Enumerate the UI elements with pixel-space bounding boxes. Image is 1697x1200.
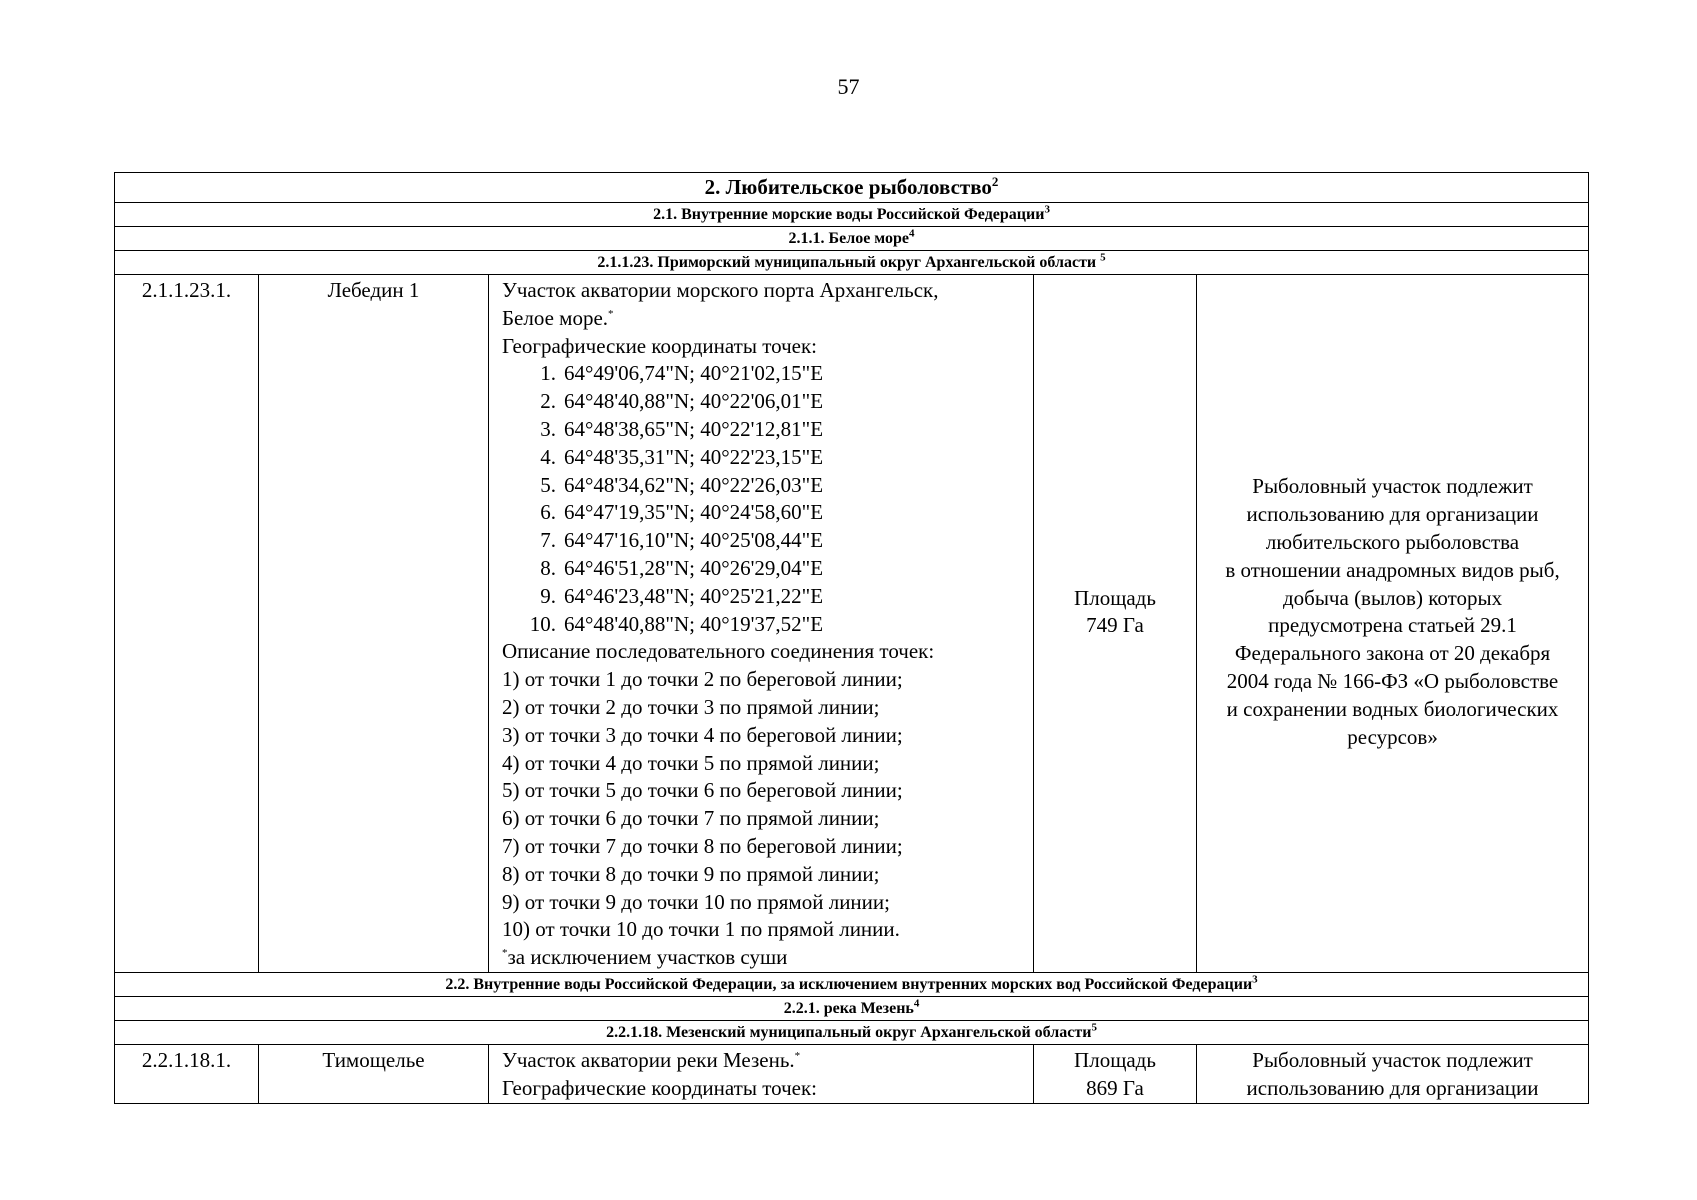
coord-number: 6. <box>540 500 556 525</box>
subsection-title: 2.1.1.23. Приморский муниципальный округ Архангельской области $^5$ <box>115 251 1589 275</box>
usage-note <box>1197 275 1589 973</box>
table-row <box>115 275 1589 973</box>
segment-item: 10) от точки 10 до точки 1 по прямой линии. <box>502 917 900 942</box>
coord-value: 64°48'38,65"N; 40°22'12,81"E <box>564 416 824 441</box>
note-line: и сохранении водных биологических <box>1226 696 1559 721</box>
usage-note <box>1197 1044 1589 1103</box>
fishing-areas-table <box>114 172 1589 1104</box>
coord-number: 4. <box>540 444 556 469</box>
coords-header: Географические координаты точек: <box>502 1075 817 1100</box>
note-line: использованию для организации <box>1246 1075 1539 1100</box>
coord-item <box>502 555 1029 583</box>
note-line: Рыболовный участок подлежит <box>1252 474 1533 499</box>
segment-item: 6) от точки 6 до точки 7 по прямой линии; <box>502 806 880 831</box>
coord-number: 2. <box>540 389 556 414</box>
segment-item: 5) от точки 5 до точки 6 по береговой линии; <box>502 778 903 803</box>
note-line: любительского рыболовства <box>1265 530 1520 555</box>
area-number: 2.2.1.18.1. <box>115 1044 259 1103</box>
area-name: Тимощелье <box>259 1044 489 1103</box>
note-line: добыча (вылов) которых <box>1282 585 1503 610</box>
coord-item <box>502 416 1029 444</box>
coord-value: 64°48'40,88"N; 40°19'37,52"E <box>564 611 824 636</box>
note-line: предусмотрена статьей 29.1 <box>1268 613 1517 638</box>
coord-value: 64°47'19,35"N; 40°24'58,60"E <box>564 500 824 525</box>
coord-value: 64°46'23,48"N; 40°25'21,22"E <box>564 583 824 608</box>
coord-value: 64°47'16,10"N; 40°25'08,44"E <box>564 528 824 553</box>
table-row <box>115 1044 1589 1103</box>
subsection-title: 2.1. Внутренние морские воды Российской Федерации$^3$ <box>115 203 1589 227</box>
subsection-row <box>115 227 1589 251</box>
coord-value: 64°48'35,31"N; 40°22'23,15"E <box>564 444 824 469</box>
coord-number: 7. <box>540 528 556 553</box>
note-line: использованию для организации <box>1246 502 1539 527</box>
coord-item <box>502 583 1029 611</box>
subsection-row <box>115 996 1589 1020</box>
segment-item: 3) от точки 3 до точки 4 по береговой линии; <box>502 722 903 747</box>
coord-value: 64°46'51,28"N; 40°26'29,04"E <box>564 555 824 580</box>
note-line: в отношении анадромных видов рыб, <box>1225 557 1560 582</box>
area-description: Участок акватории морского порта Архангельск, Белое море.* Географические координаты точек: 1. 64°49'06,74"N; 40°21'02,15"E 2. 64°48'40,88"N; 40°22'06,01"E 3. 64°48'38,65"N; 40°22'12,81"E 4. 64°48'35,31"N; 40°22'23,15"E 5. 64°48'34,62"N; 40°22'26,03"E 6. 64°47'19,35"N; 40°24'58,60"E 7. 64°47'16,10"N; 40°25'08,44"E 8. 64°46'51,28"N; 40°26'29,04"E 9. 64°46'23,48"N; 40°25'21,22"E 10. 64°48'40,88"N; 40°19'37,52"E Описание последовательного соединения точек: 1) от точки 1 до точки 2 по береговой линии; 2) от точки 2 до точки 3 по прямой линии; 3) от точки 3 до точки 4 по береговой линии; 4) от точки 4 до точки 5 по прямой линии; 5) от точки 5 до точки 6 по береговой линии; 6) от точки 6 до точки 7 по прямой линии; 7) от точки 7 до точки 8 по береговой линии; 8) от точки 8 до точки 9 по прямой линии; 9) от точки 9 до точки 10 по прямой линии; 10) от точки 10 до точки 1 по прямой линии. *за исключением участков суши <box>489 275 1034 973</box>
coord-number: 3. <box>540 416 556 441</box>
section-header-row <box>115 173 1589 203</box>
coord-item <box>502 499 1029 527</box>
subsection-title: 2.2. Внутренние воды Российской Федерации, за исключением внутренних морских вод Российской Федерации$^3$ <box>115 972 1589 996</box>
subsection-title: 2.2.1.18. Мезенский муниципальный округ Архангельской области$^5$ <box>115 1020 1589 1044</box>
coord-item <box>502 388 1029 416</box>
subsection-row <box>115 203 1589 227</box>
area-size: Площадь 749 Га <box>1034 275 1197 973</box>
coords-list <box>502 360 1029 638</box>
subsection-row <box>115 972 1589 996</box>
coord-number: 8. <box>540 555 556 580</box>
coord-number: 5. <box>540 472 556 497</box>
area-number: 2.1.1.23.1. <box>115 275 259 973</box>
segment-item: 2) от точки 2 до точки 3 по прямой линии; <box>502 694 880 719</box>
subsection-title: 2.1.1. Белое море$^4$ <box>115 227 1589 251</box>
segments-list <box>502 666 1029 944</box>
coord-item <box>502 611 1029 639</box>
subsection-row <box>115 1020 1589 1044</box>
coord-item <box>502 360 1029 388</box>
note-line: ресурсов» <box>1347 724 1438 749</box>
coord-item <box>502 472 1029 500</box>
footnote: *за исключением участков суши <box>502 945 788 970</box>
coord-number: 10. <box>529 611 556 636</box>
area-name: Лебедин 1 <box>259 275 489 973</box>
coord-number: 1. <box>540 361 556 386</box>
coord-value: 64°48'40,88"N; 40°22'06,01"E <box>564 389 824 414</box>
coord-value: 64°49'06,74"N; 40°21'02,15"E <box>564 361 824 386</box>
note-line: Федерального закона от 20 декабря <box>1234 641 1551 666</box>
page-number: 57 <box>837 74 860 99</box>
subsection-row <box>115 251 1589 275</box>
note-line: 2004 года № 166-ФЗ «О рыболовстве <box>1226 669 1559 694</box>
subsection-title: 2.2.1. река Мезень$^4$ <box>115 996 1589 1020</box>
area-size: Площадь 869 Га <box>1034 1044 1197 1103</box>
coord-item <box>502 444 1029 472</box>
coords-header: Географические координаты точек: <box>502 333 817 358</box>
segments-header: Описание последовательного соединения точек: <box>502 639 935 664</box>
segment-item: 7) от точки 7 до точки 8 по береговой линии; <box>502 833 903 858</box>
section-title: 2. Любительское рыболовство$^2$ <box>115 173 1589 203</box>
note-line: Рыболовный участок подлежит <box>1252 1047 1533 1072</box>
segment-item: 9) от точки 9 до точки 10 по прямой линии; <box>502 889 890 914</box>
segment-item: 8) от точки 8 до точки 9 по прямой линии; <box>502 861 880 886</box>
segment-item: 4) от точки 4 до точки 5 по прямой линии; <box>502 750 880 775</box>
coord-number: 9. <box>540 583 556 608</box>
segment-item: 1) от точки 1 до точки 2 по береговой линии; <box>502 667 903 692</box>
coord-item <box>502 527 1029 555</box>
coord-value: 64°48'34,62"N; 40°22'26,03"E <box>564 472 824 497</box>
area-description: Участок акватории реки Мезень.* Географические координаты точек: <box>489 1044 1034 1103</box>
